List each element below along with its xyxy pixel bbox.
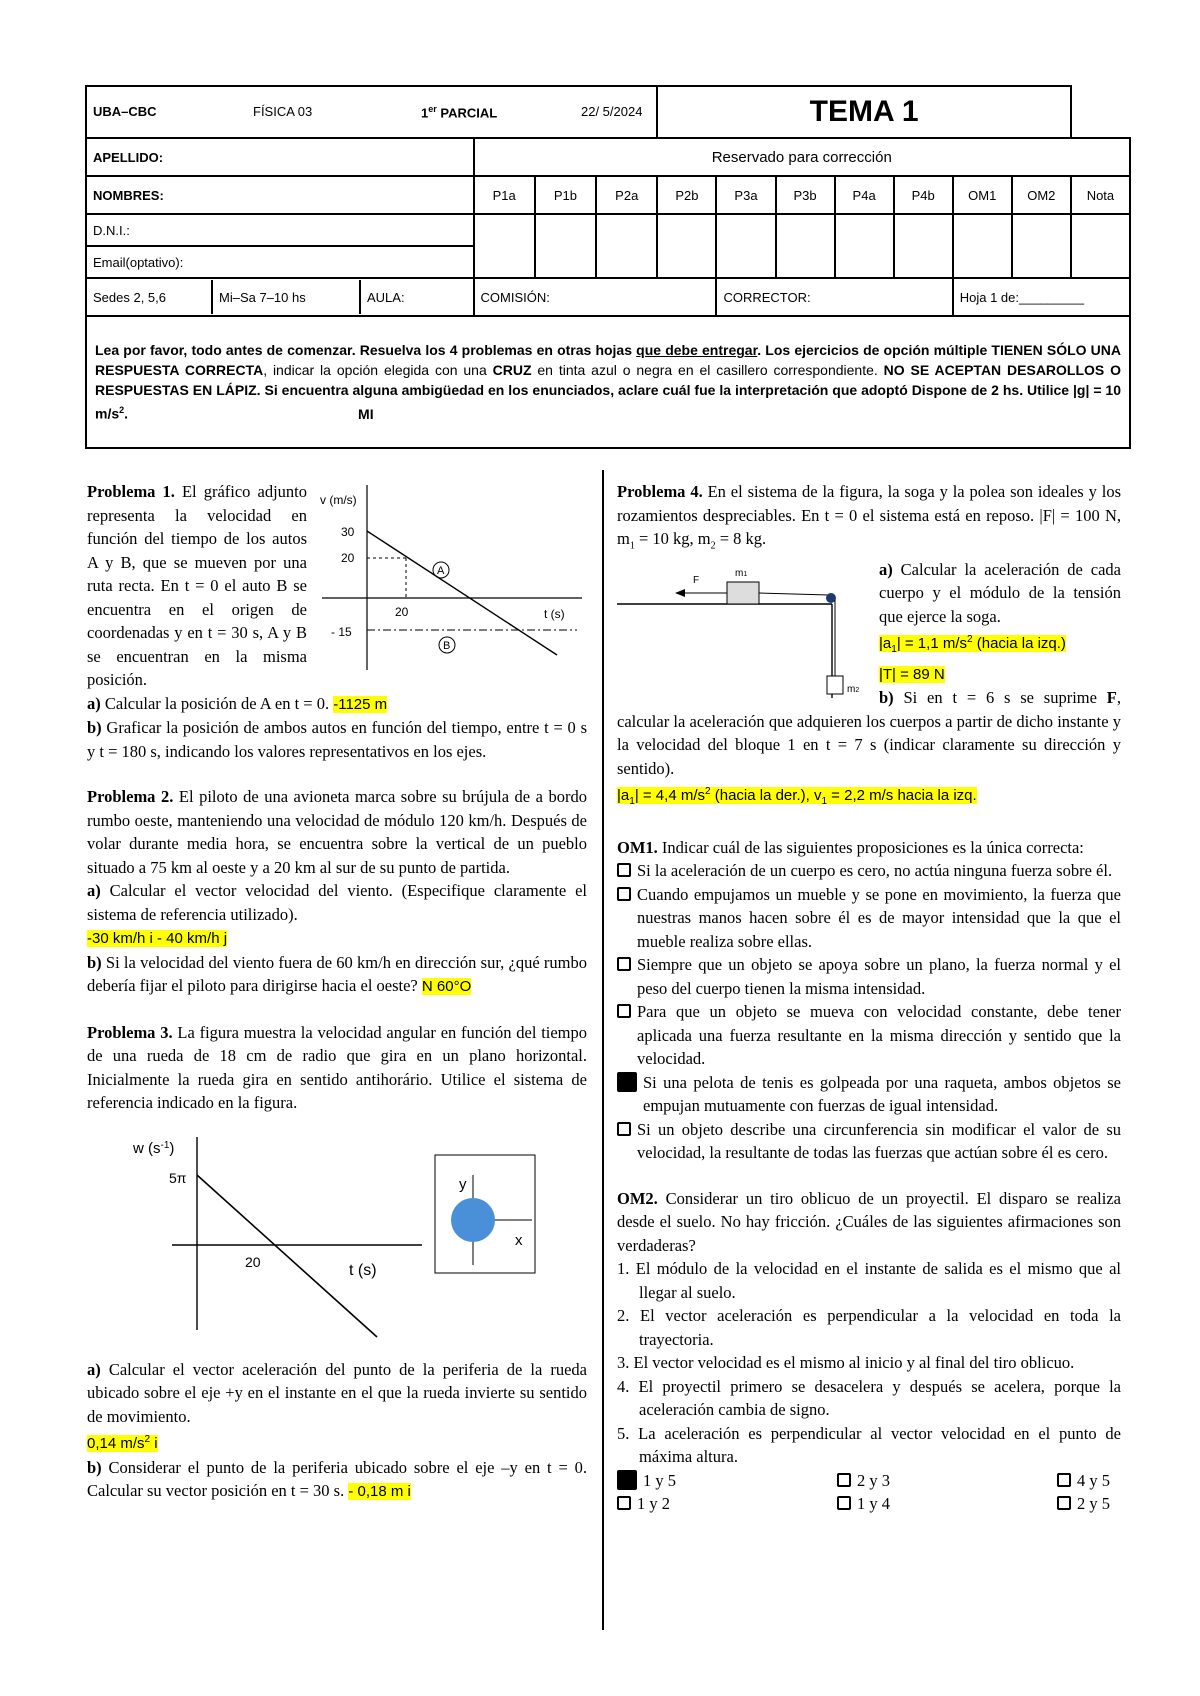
om1-checkbox-checked[interactable] xyxy=(617,1072,637,1092)
om1-option: Si una pelota de tenis es golpeada por una raqueta, ambos objetos se empujan mutuamente con fuerzas de igual intensidad. xyxy=(617,1071,1121,1118)
grade-box[interactable] xyxy=(1012,214,1071,278)
grade-box[interactable] xyxy=(953,214,1012,278)
grade-col-header: Nota xyxy=(1071,176,1130,214)
header-table xyxy=(85,85,1131,449)
y-axis-label: v (m/s) xyxy=(320,493,357,507)
hoja-field[interactable]: Hoja 1 de:_________ xyxy=(953,278,1130,316)
om2-checkbox[interactable] xyxy=(837,1496,851,1510)
prob1-velocity-graph xyxy=(317,480,587,680)
om2-choice: 1 y 4 xyxy=(837,1492,1057,1516)
prob2-a-answer: -30 km/h i - 40 km/h j xyxy=(87,930,228,947)
om1-option: Siempre que un objeto se apoya sobre un plano, la fuerza normal y el peso del cuerpo tienen la misma intensidad. xyxy=(617,953,1121,1000)
tick-x20: 20 xyxy=(245,1253,261,1270)
om1-option: Para que un objeto se mueva con velocidad constante, debe tener aplicada una fuerza resultante en la misma dirección y sentido que la velocidad. xyxy=(617,1000,1121,1071)
rope-horizontal xyxy=(759,593,829,595)
om1-checkbox[interactable] xyxy=(617,863,631,877)
label-a: A xyxy=(437,565,445,577)
om2-choice: 1 y 2 xyxy=(617,1492,837,1516)
om2-checkbox[interactable] xyxy=(837,1473,851,1487)
instructions-box: Lea por favor, todo antes de comenzar. Resuelva los 4 problemas en otras hojas que debe entregar. Los ejercicios de opción múltiple TIENEN SÓLO UNA RESPUESTA CORRECTA, indicar la opción elegida con una CRUZ en tinta azul o negra en el casillero correspondiente. NO SE ACEPTAN DESAROLLOS O RESPUESTAS EN LÁPIZ. Si encuentra alguna ambigüedad en los enunciados, aclare cuál fue la interpretación que adoptó Dispone de 2 hs. Utilice |g| = 10 $m/s^2$. MI xyxy=(86,316,1130,448)
horario-label: Mi–Sa 7–10 hs xyxy=(213,280,361,314)
om2-checkbox[interactable] xyxy=(1057,1473,1071,1487)
prob4-figure-wrap xyxy=(617,558,879,703)
force-label: F xyxy=(693,574,700,586)
prob3-b-answer: - 0,18 m i xyxy=(348,1483,411,1500)
apellido-field[interactable]: APELLIDO: xyxy=(86,138,474,176)
om2-choice: 2 y 5 xyxy=(1057,1492,1121,1516)
x-axis-label: t (s) xyxy=(544,607,565,621)
sede-cell xyxy=(86,278,474,316)
om2-statement: 5. La aceleración es perpendicular al vector velocidad en el punto de máxima altura. xyxy=(617,1423,1121,1467)
prob3-omega-graph xyxy=(87,1125,587,1350)
block-m2 xyxy=(827,676,843,694)
grade-box[interactable] xyxy=(894,214,953,278)
label-b: B xyxy=(443,640,451,652)
grade-col-header: OM1 xyxy=(953,176,1012,214)
om1-checkbox[interactable] xyxy=(617,957,631,971)
reserved-label: Reservado para corrección xyxy=(474,138,1130,176)
problem-3: Problema 3. La figura muestra la velocidad angular en función del tiempo de una rueda de 18 cm de radio que gira en un plano horizontal. Inicialmente la rueda gira en sentido antihorário. Utilice el sistema de referencia indicado en la figura. w $(s^{-1})$ 5π 20 t (s) y x a) Calcular el vector aceleración del punto de la periferia de la rueda ubicado sobre el eje +y en el instante en el que la rueda invierte su sentido de movimiento. 0,14 $m/s^2$ i b) Considerar el punto de la periferia ubicado sobre el eje –y en t = 0. Calcular su vector posición en t = 30 s. - 0,18 m i xyxy=(87,1022,588,1500)
grade-col-header: P4a xyxy=(835,176,894,214)
aula-field[interactable]: AULA: xyxy=(367,289,405,305)
om2-checkbox[interactable] xyxy=(1057,1496,1071,1510)
tick-30: 30 xyxy=(341,525,355,539)
date-label: 22/ 5/2024 xyxy=(581,103,643,119)
problem-2: Problema 2. El piloto de una avioneta marca sobre su brújula de a bordo rumbo oeste, manteniendo una velocidad de módulo 120 km/h. Después de volar durante media hora, se encuentra sobre la vertical de un pueblo situado a 75 km al oeste y a 20 km al sur de su punto de partida. a) Calcular el vector velocidad del viento. (Especifique claramente el sistema de referencia utilizado). -30 km/h i - 40 km/h j b) Si la velocidad del viento fuera de 60 km/h en dirección sur, ¿qué rumbo debería fijar el piloto para dirigirse hacia el oeste? N 60°O xyxy=(87,787,587,995)
problem-4: Problema 4. En el sistema de la figura, la soga y la polea son ideales y los rozamientos despreciables. En t = 0 el sistema está en reposo. |F| = 100 N, $m_1 = 10$ kg, $m_2 = 8$ kg. F m1 m2 a) Calcular la aceleración de cada cuerpo y el módulo de la tensión que ejerce la soga. $|a_1| = 1,1$ $m/s^2$ (hacia la izq.) |T| = 89 N b) Si en t = 6 s se suprime F, calcular la aceleración que adquieren los cuerpos a partir de dicho instante y la velocidad del bloque 1 en t = 7 s (indicar claramente su dirección y sentido). $|a_1| = 4,4$ $m/s^2$ (hacia la der.), $v_1 = 2,2$ m/s hacia la izq. xyxy=(617,482,1122,808)
tick-5pi: 5π xyxy=(169,1169,187,1186)
tick-x20: 20 xyxy=(395,605,409,619)
om1-checkbox[interactable] xyxy=(617,1004,631,1018)
axis-x-label: x xyxy=(515,1231,523,1249)
grade-box[interactable] xyxy=(596,214,657,278)
email-field[interactable]: Email(optativo): xyxy=(86,246,474,278)
line-a xyxy=(367,531,557,655)
y-axis-label: w $(s^{-1})$ xyxy=(133,1139,175,1157)
om2-choices xyxy=(617,1469,1121,1516)
force-arrowhead xyxy=(675,589,685,597)
om2-checkbox-checked[interactable] xyxy=(617,1470,637,1490)
exam-label: 1er PARCIAL xyxy=(421,103,498,121)
grade-col-header: P2b xyxy=(657,176,716,214)
grade-col-header: P3b xyxy=(776,176,835,214)
om2-question: OM2. Considerar un tiro oblicuo de un proyectil. El disparo se realiza desde el suelo. No hay fricción. ¿Cuáles de las siguientes afirmaciones son verdaderas? 1. El módulo de la velocidad en el instante de salida es el mismo que al llegar al suelo. 2. El vector aceleración es perpendicular a la velocidad en toda la trayectoria. 3. El vector velocidad es el mismo al inicio y al final del tiro oblicuo. 4. El proyectil primero se desacelera y después se acelera, porque la aceleración cambia de signo. 5. La aceleración es perpendicular al vector velocidad en el punto de máxima altura. 1 y 5 2 y 3 4 y 5 1 y 2 1 y 4 2 y 5 xyxy=(617,1187,1121,1516)
grade-col-header: OM2 xyxy=(1012,176,1071,214)
grade-col-header: P2a xyxy=(596,176,657,214)
left-column xyxy=(87,480,587,1504)
tema-title: TEMA 1 xyxy=(657,86,1070,138)
om2-choice: 1 y 5 xyxy=(617,1469,837,1493)
prob4-pulley-figure xyxy=(617,558,879,703)
grade-box[interactable] xyxy=(1071,214,1130,278)
om2-choice: 4 y 5 xyxy=(1057,1469,1121,1493)
grade-box[interactable] xyxy=(835,214,894,278)
prob3-a-answer: 0,14 $m/s^2$ i xyxy=(87,1434,158,1452)
m1-label: m1 xyxy=(735,567,748,579)
prob4-b-answer: $|a_1| = 4,4$ $m/s^2$ (hacia la der.), $v_1 = 2,2$ m/s hacia la izq. xyxy=(617,786,977,808)
prob4-a-answer-tension: |T| = 89 N xyxy=(879,665,945,683)
tick-m15: - 15 xyxy=(331,625,352,639)
prob1-graph-wrap xyxy=(317,480,587,680)
grade-col-header: P1b xyxy=(535,176,596,214)
university-label: UBA–CBC xyxy=(93,103,157,119)
x-axis-label: t (s) xyxy=(349,1261,377,1279)
om2-statement: 4. El proyectil primero se desacelera y después se acelera, porque la aceleración cambia de signo. xyxy=(617,1376,1121,1420)
grade-box[interactable] xyxy=(716,214,775,278)
om2-choice: 2 y 3 xyxy=(837,1469,1057,1493)
prob2-b-answer: N 60°O xyxy=(421,978,472,995)
om2-statement: 3. El vector velocidad es el mismo al inicio y al final del tiro oblicuo. xyxy=(617,1353,1075,1373)
nombres-field[interactable]: NOMBRES: xyxy=(86,176,474,214)
grade-box[interactable] xyxy=(535,214,596,278)
om2-statement: 1. El módulo de la velocidad en el instante de salida es el mismo que al llegar al suelo. xyxy=(617,1259,1121,1302)
om1-question: OM1. Indicar cuál de las siguientes proposiciones es la única correcta: Si la aceleración de un cuerpo es cero, no actúa ninguna fuerza sobre él. Cuando empujamos un mueble y se pone en movimiento, la fuerza que nuestras manos hacen sobre él es de mayor intensidad que la que el mueble realiza sobre ellas. Siempre que un objeto se apoya sobre un plano, la fuerza normal y el peso del cuerpo tienen la misma intensidad. Para que un objeto se mueva con velocidad constante, debe tener aplicada una fuerza resultante en la misma dirección y sentido que la velocidad. Si una pelota de tenis es golpeada por una raqueta, ambos objetos se empujan mutuamente con fuerzas de igual intensidad. Si un objeto describe una circunferencia sin modificar el valor de su velocidad, la resultante de todas las fuerzas que actúan sobre él es cero. xyxy=(617,836,1121,1165)
tick-20: 20 xyxy=(341,551,355,565)
column-divider xyxy=(602,470,604,1630)
om1-option: Si la aceleración de un cuerpo es cero, no actúa ninguna fuerza sobre él. xyxy=(617,859,1121,883)
prob3-figures xyxy=(87,1125,587,1350)
omega-line xyxy=(197,1175,377,1337)
grade-box[interactable] xyxy=(657,214,716,278)
right-column xyxy=(617,480,1121,1516)
prob1-a-answer: -1125 m xyxy=(333,695,388,713)
grade-col-header: P4b xyxy=(894,176,953,214)
course-label: FÍSICA 03 xyxy=(253,103,313,119)
om1-checkbox[interactable] xyxy=(617,1122,631,1136)
corrector-field[interactable]: CORRECTOR: xyxy=(716,278,952,316)
block-m1 xyxy=(727,582,759,604)
om1-option: Cuando empujamos un mueble y se pone en movimiento, la fuerza que nuestras manos hacen sobre él es de mayor intensidad que la que el mueble realiza sobre ellas. xyxy=(617,883,1121,954)
om1-option: Si un objeto describe una circunferencia sin modificar el valor de su velocidad, la resultante de todas las fuerzas que actúan sobre él es cero. xyxy=(617,1118,1121,1165)
comision-field[interactable]: COMISIÓN: xyxy=(474,278,717,316)
om1-checkbox[interactable] xyxy=(617,887,631,901)
grade-col-header: P3a xyxy=(716,176,775,214)
om2-statement: 2. El vector aceleración es perpendicular a la velocidad en toda la trayectoria. xyxy=(617,1306,1121,1349)
axis-y-label: y xyxy=(459,1175,467,1193)
grade-box[interactable] xyxy=(474,214,535,278)
m2-label: m2 xyxy=(847,683,860,695)
header-info-cell xyxy=(86,86,657,138)
prob4-a-answer-accel: $|a_1| = 1,1$ $m/s^2$ (hacia la izq.) xyxy=(879,634,1066,656)
wheel-disc xyxy=(451,1198,495,1242)
grade-col-header: P1a xyxy=(474,176,535,214)
sedes-label: Sedes 2, 5,6 xyxy=(87,280,213,314)
om2-checkbox[interactable] xyxy=(617,1496,631,1510)
problem-1: v (m/s) t (s) 30 20 20 - 15 A B Problema 1. El gráfico adjunto representa la velocidad en función del tiempo de los autos A y B, que se mueven por una ruta recta. En t = 0 el auto B se encuentra en el origen de coordenadas y en t = 30 s, A y B se encuentran en la misma posición. a) Calcular la posición de A en t = 0. -1125 m b) Graficar la posición de ambos autos en función del tiempo, entre t = 0 s y t = 180 s, indicando los valores representativos en los ejes. xyxy=(87,482,587,761)
dni-field[interactable]: D.N.I.: xyxy=(86,214,474,246)
grade-box[interactable] xyxy=(776,214,835,278)
